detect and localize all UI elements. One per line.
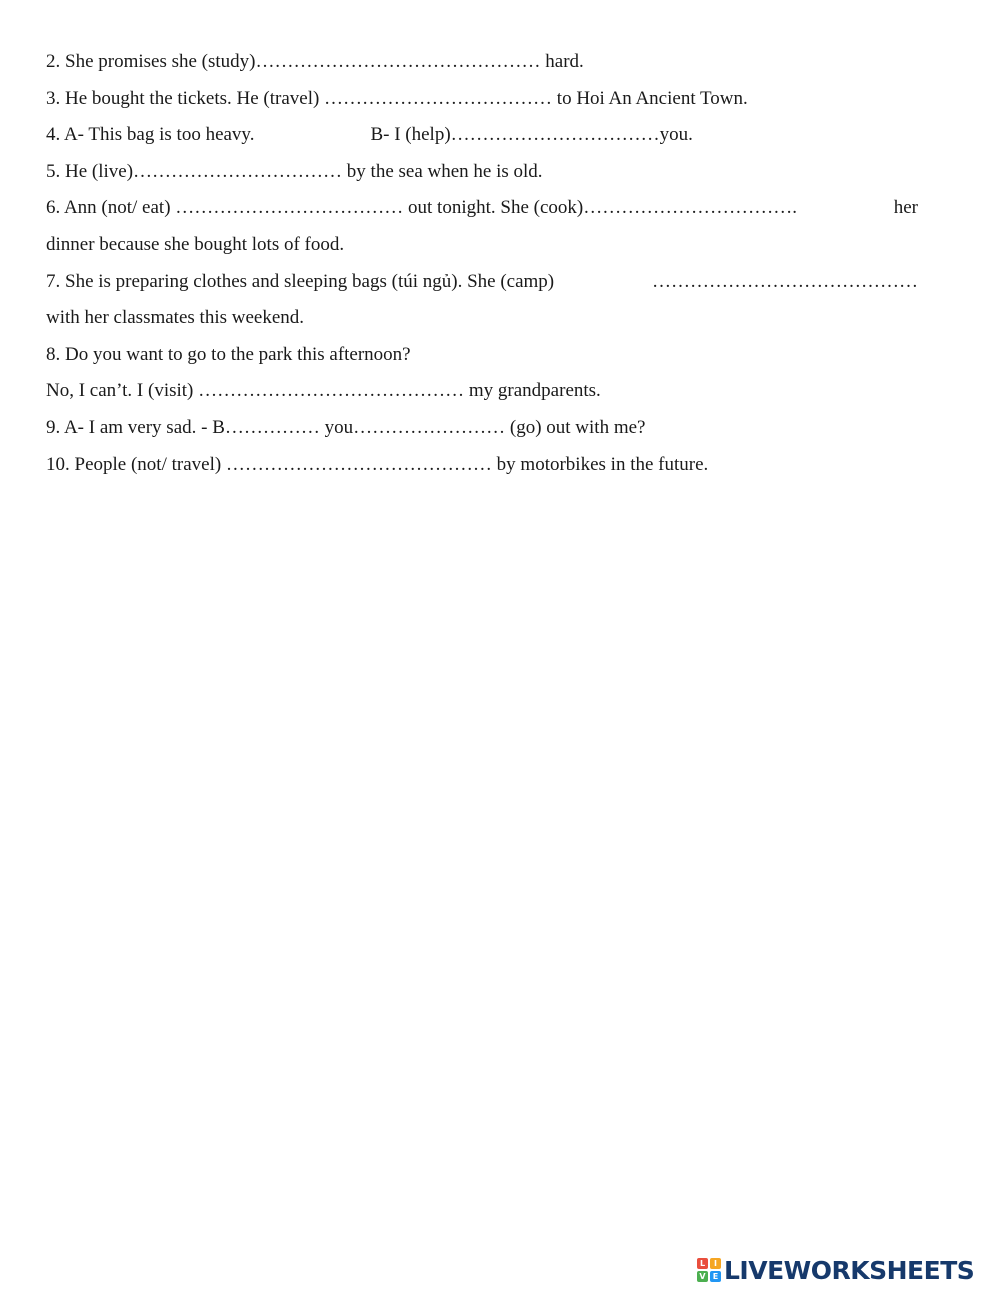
question-5: 5. He (live)…………………………… by the sea when he is old. xyxy=(46,160,543,182)
question-8-answer: No, I can’t. I (visit) …………………………………… my grandparents. xyxy=(46,380,601,402)
question-6-continuation: dinner because she bought lots of food. xyxy=(46,233,345,255)
question-6-text: 6. Ann (not/ eat) ……………………………… out tonight. She (cook)……………………………. xyxy=(46,197,797,219)
liveworksheets-logo-icon xyxy=(697,1258,721,1282)
logo-tile: E xyxy=(710,1271,721,1282)
question-4 xyxy=(46,117,946,154)
question-2: 2. She promises she (study)……………………………………… hard. xyxy=(46,51,584,72)
logo-tile: V xyxy=(697,1271,708,1282)
worksheet-exercise xyxy=(46,44,946,483)
logo-tile: L xyxy=(697,1258,708,1269)
question-10: 10. People (not/ travel) …………………………………… by motorbikes in the future. xyxy=(46,453,709,475)
question-7 xyxy=(46,264,918,301)
question-7-text: 7. She is preparing clothes and sleeping bags (túi ngủ). She (camp) xyxy=(46,270,555,292)
question-7-blank: …………………………………… xyxy=(652,270,918,292)
question-3: 3. He bought the tickets. He (travel) ……………………………… to Hoi An Ancient Town. xyxy=(46,87,748,109)
question-6 xyxy=(46,190,918,227)
liveworksheets-brand: LIVEWORKSHEETS xyxy=(724,1255,975,1285)
liveworksheets-watermark xyxy=(697,1253,974,1287)
question-8: 8. Do you want to go to the park this afternoon? xyxy=(46,343,411,365)
logo-tile: I xyxy=(710,1258,721,1269)
question-9: 9. A- I am very sad. - B…………… you…………………… (go) out with me? xyxy=(46,416,646,438)
question-4-a: 4. A- This bag is too heavy. xyxy=(46,124,255,146)
question-6-end: her xyxy=(893,197,918,219)
question-4-b: B- I (help)……………………………you. xyxy=(370,124,693,146)
question-7-continuation: with her classmates this weekend. xyxy=(46,307,305,329)
